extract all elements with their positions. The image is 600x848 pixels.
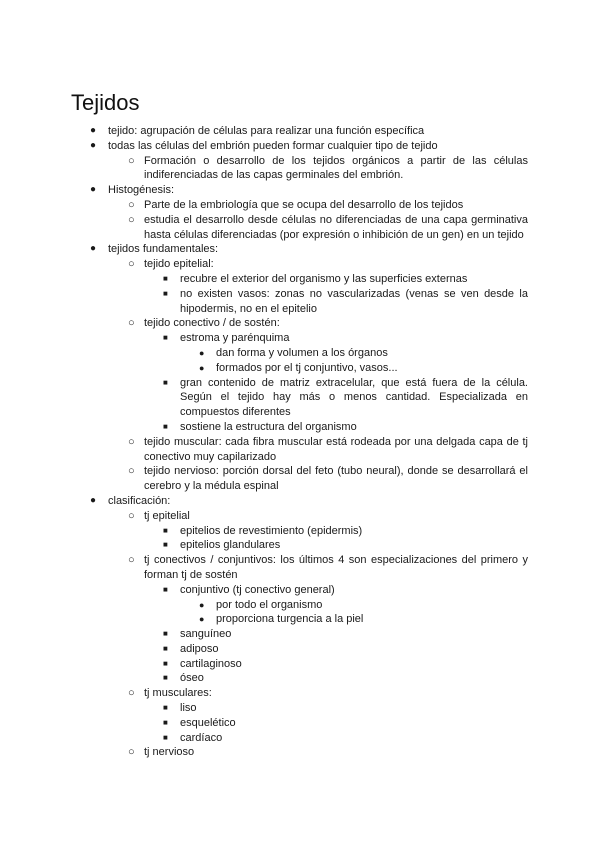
list-item-text: tejido muscular: cada fibra muscular está rodeada por una delgada capa de tj conectivo muy capilarizado xyxy=(144,435,528,463)
list-item xyxy=(0,376,600,420)
list-item xyxy=(0,183,600,198)
list-item-text: tejido: agrupación de células para realizar una función específica xyxy=(108,125,425,137)
list-item-text: cardíaco xyxy=(180,731,223,744)
bullet-level-3-icon: ■ xyxy=(163,584,168,594)
list-item xyxy=(0,139,600,154)
bullet-level-3-icon: ■ xyxy=(163,629,168,639)
bullet-level-1-icon: ● xyxy=(90,125,97,136)
list-item-text: sostiene la estructura del organismo xyxy=(180,420,357,433)
list-item xyxy=(0,524,600,539)
bullet-level-2-icon: ○ xyxy=(128,154,135,167)
bullet-level-1-icon: ● xyxy=(90,139,97,151)
list-item xyxy=(0,287,600,317)
list-item-text: proporciona turgencia a la piel xyxy=(216,613,364,626)
list-item xyxy=(0,464,600,494)
list-item xyxy=(0,716,600,731)
list-item xyxy=(0,316,600,331)
list-item-text: Parte de la embriología que se ocupa del desarrollo de los tejidos xyxy=(144,198,464,211)
list-item xyxy=(0,124,600,139)
bullet-level-2-icon: ○ xyxy=(128,687,135,700)
list-item-text: Formación o desarrollo de los tejidos orgánicos a partir de las células indiferenciadas de las capas germinales del embrión. xyxy=(144,154,528,182)
bullet-level-3-icon: ■ xyxy=(163,717,168,727)
list-item xyxy=(0,213,600,243)
list-item-text: cartilaginoso xyxy=(180,657,242,670)
list-item-text: estudia el desarrollo desde células no diferenciadas de una capa germinativa hasta células diferenciadas (por expresión o inhibición de un gen) en un tejido xyxy=(144,213,528,241)
list-item-text: gran contenido de matriz extracelular, que está fuera de la célula. Según el tejido hay más o menos cantidad. Especializada en compuestos diferentes xyxy=(180,376,528,419)
list-item xyxy=(0,361,600,376)
list-item-text: Histogénesis: xyxy=(108,184,175,197)
list-item-text: tejido conectivo / de sostén: xyxy=(144,317,280,330)
list-item-text: por todo el organismo xyxy=(216,598,323,611)
list-item-text: liso xyxy=(180,702,197,715)
list-item-text: recubre el exterior del organismo y las superficies externas xyxy=(180,272,468,285)
list-item-text: dan forma y volumen a los órganos xyxy=(216,346,388,359)
list-item-text: esquelético xyxy=(180,716,236,729)
bullet-level-3-icon: ■ xyxy=(163,288,168,298)
bullet-level-4-icon: ● xyxy=(199,362,205,373)
list-item xyxy=(0,538,600,553)
list-item-text: tj conectivos / conjuntivos: los últimos 4 son especializaciones del primero y forman tj de sostén xyxy=(144,554,528,581)
list-item-text: no existen vasos: zonas no vascularizadas (venas se ven desde la hipodermis, no en el epitelio xyxy=(180,287,528,315)
list-item xyxy=(0,657,600,672)
list-item-text: adiposo xyxy=(180,642,219,655)
bullet-level-2-icon: ○ xyxy=(128,465,135,478)
bullet-level-3-icon: ■ xyxy=(163,421,168,431)
bullet-level-3-icon: ■ xyxy=(163,658,168,668)
bullet-level-2-icon: ○ xyxy=(128,198,135,211)
list-item xyxy=(0,420,600,435)
bullet-level-4-icon: ● xyxy=(199,347,205,358)
bullet-level-1-icon: ● xyxy=(90,184,97,196)
list-item-text: clasificación: xyxy=(108,494,171,507)
list-item-text: tejido nervioso: porción dorsal del feto (tubo neural), donde se desarrollará el cerebro y la médula espinal xyxy=(144,465,528,493)
list-item xyxy=(0,242,600,257)
bullet-level-2-icon: ○ xyxy=(128,554,135,567)
outline-list xyxy=(0,124,600,760)
list-item xyxy=(0,627,600,642)
list-item-text: epitelios glandulares xyxy=(180,539,281,552)
list-item-text: estroma y parénquima xyxy=(180,332,290,345)
list-item-text: epitelios de revestimiento (epidermis) xyxy=(180,524,363,537)
bullet-level-3-icon: ■ xyxy=(163,703,168,713)
list-item xyxy=(0,671,600,686)
bullet-level-3-icon: ■ xyxy=(163,540,168,550)
bullet-level-2-icon: ○ xyxy=(128,435,135,448)
bullet-level-1-icon: ● xyxy=(90,243,97,255)
list-item xyxy=(0,701,600,716)
list-item xyxy=(0,745,600,760)
list-item xyxy=(0,198,600,213)
list-item xyxy=(0,642,600,657)
list-item xyxy=(0,598,600,613)
list-item-text: formados por el tj conjuntivo, vasos... xyxy=(216,361,398,374)
list-item-text: tj nervioso xyxy=(144,746,195,759)
list-item-text: tj epitelial xyxy=(144,509,190,522)
bullet-level-2-icon: ○ xyxy=(128,317,135,330)
list-item xyxy=(0,509,600,524)
list-item xyxy=(0,154,600,184)
list-item xyxy=(0,731,600,746)
list-item xyxy=(0,686,600,701)
bullet-level-1-icon: ● xyxy=(90,494,97,506)
bullet-level-3-icon: ■ xyxy=(163,732,168,742)
list-item-text: tejidos fundamentales: xyxy=(108,243,219,256)
list-item xyxy=(0,553,600,583)
bullet-level-2-icon: ○ xyxy=(128,746,135,759)
bullet-level-3-icon: ■ xyxy=(163,273,168,283)
list-item xyxy=(0,331,600,346)
list-item-text: óseo xyxy=(180,672,204,685)
bullet-level-2-icon: ○ xyxy=(128,509,135,522)
bullet-level-3-icon: ■ xyxy=(163,643,168,653)
list-item-text: tj musculares: xyxy=(144,687,212,700)
bullet-level-4-icon: ● xyxy=(199,614,205,625)
list-item xyxy=(0,257,600,272)
list-item xyxy=(0,346,600,361)
list-item-text: todas las células del embrión pueden formar cualquier tipo de tejido xyxy=(108,139,438,152)
page-title: Tejidos xyxy=(71,90,140,115)
list-item-text: sanguíneo xyxy=(180,628,232,641)
list-item xyxy=(0,583,600,598)
list-item xyxy=(0,494,600,509)
list-item-text: conjuntivo (tj conectivo general) xyxy=(180,583,335,596)
list-item xyxy=(0,612,600,627)
list-item xyxy=(0,272,600,287)
list-item xyxy=(0,435,600,465)
bullet-level-3-icon: ■ xyxy=(163,377,168,387)
bullet-level-3-icon: ■ xyxy=(163,525,168,535)
bullet-level-3-icon: ■ xyxy=(163,333,168,343)
bullet-level-2-icon: ○ xyxy=(128,213,135,226)
bullet-level-4-icon: ● xyxy=(199,599,205,610)
bullet-level-3-icon: ■ xyxy=(163,673,168,683)
bullet-level-2-icon: ○ xyxy=(128,258,135,271)
list-item-text: tejido epitelial: xyxy=(144,258,214,271)
